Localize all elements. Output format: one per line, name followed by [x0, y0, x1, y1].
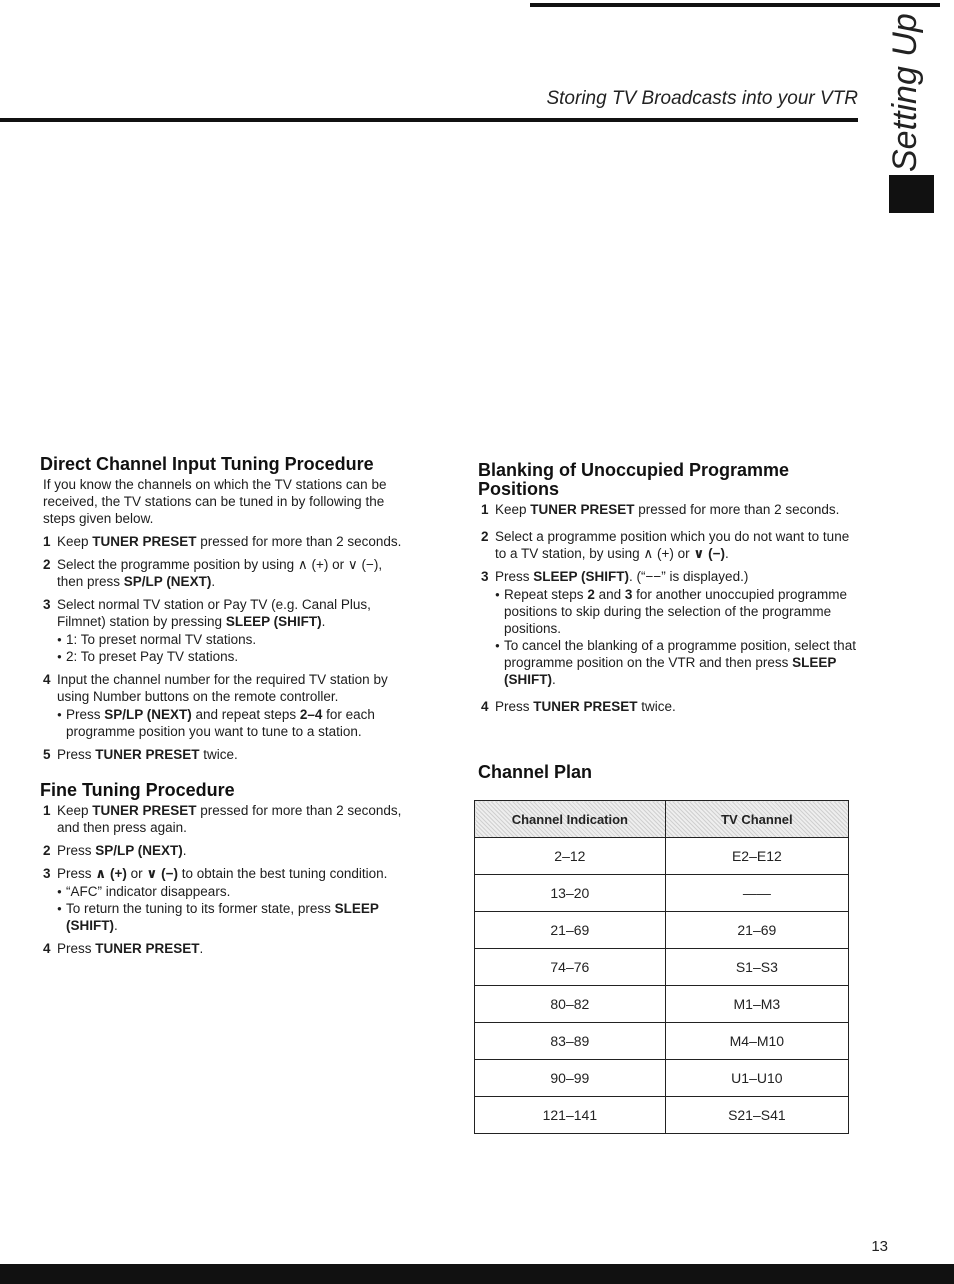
table-cell: S21–S41: [665, 1097, 848, 1134]
fine-step-3: 3 Press ∧ (+) or ∨ (−) to obtain the best tuning condition. ● “AFC” indicator disappears. ● To return the tuning to its former state, press SLEEP (SHIFT).: [40, 865, 410, 934]
blanking-heading: Blanking of Unoccupied Programme Positions: [478, 460, 790, 499]
direct-step-4-bullets: [57, 706, 410, 740]
direct-tuning-intro: If you know the channels on which the TV stations can be received, the TV stations can be tuned in by following the steps given below.: [43, 477, 387, 526]
right-column: [478, 461, 858, 715]
list-item: ● 1: To preset normal TV stations.: [57, 631, 410, 648]
left-column: [40, 455, 410, 957]
blanking-step-2: 2 Select a programme position which you do not want to tune to a TV station, by using ∧ (+) or ∨ (−).: [481, 529, 850, 561]
table-cell: 21–69: [475, 912, 666, 949]
blanking-step-4: 4 Press TUNER PRESET twice.: [481, 699, 676, 714]
column-header-channel-indication: Channel Indication: [475, 801, 666, 838]
direct-step-4: 4 Input the channel number for the required TV station by using Number buttons on the remote controller. ● Press SP/LP (NEXT) and repeat steps 2–4 for each programme position you want to tune to a station.: [40, 671, 410, 740]
table-header-row: [475, 801, 849, 838]
table-row: [475, 875, 849, 912]
table-row: [475, 912, 849, 949]
blanking-step-3: 3 Press SLEEP (SHIFT). (“−−” is displayed.) ● Repeat steps 2 and 3 for another unoccupied programme positions to skip during the selection of the programme positions. ● To cancel the blanking of a programme position, select that programme position on the VTR and then press SLEEP (SHIFT).: [478, 568, 858, 688]
page-number: 13: [871, 1238, 888, 1255]
direct-step-1: 1 Keep TUNER PRESET pressed for more than 2 seconds.: [43, 534, 402, 549]
blanking-step-3-bullets: [495, 586, 858, 688]
running-header: Storing TV Broadcasts into your VTR: [546, 88, 858, 109]
direct-tuning-heading: Direct Channel Input Tuning Procedure: [40, 454, 374, 474]
column-header-tv-channel: TV Channel: [665, 801, 848, 838]
list-item: ● Repeat steps 2 and 3 for another unoccupied programme positions to skip during the selection of the programme positions.: [495, 586, 858, 637]
table-cell: 83–89: [475, 1023, 666, 1060]
table-cell: E2–E12: [665, 838, 848, 875]
header-rule: [0, 118, 858, 122]
table-cell: U1–U10: [665, 1060, 848, 1097]
direct-step-3: 3 Select normal TV station or Pay TV (e.g. Canal Plus, Filmnet) station by pressing SLEEP (SHIFT). ● 1: To preset normal TV stations. ● 2: To preset Pay TV stations.: [40, 596, 410, 665]
table-cell: 90–99: [475, 1060, 666, 1097]
table-row: [475, 1060, 849, 1097]
list-item: ● “AFC” indicator disappears.: [57, 883, 410, 900]
section-tab: [868, 13, 948, 175]
top-rule: [530, 3, 940, 7]
table-cell: S1–S3: [665, 949, 848, 986]
direct-step-3-bullets: [57, 631, 410, 665]
table-cell: M4–M10: [665, 1023, 848, 1060]
channel-plan-table: [474, 800, 849, 1134]
table-cell: 21–69: [665, 912, 848, 949]
channel-plan-heading: Channel Plan: [478, 762, 593, 782]
fine-step-4: 4 Press TUNER PRESET.: [43, 941, 204, 956]
list-item: ● To cancel the blanking of a programme position, select that programme position on the VTR and then press SLEEP (SHIFT).: [495, 637, 858, 688]
list-item: ● 2: To preset Pay TV stations.: [57, 648, 410, 665]
direct-tuning-steps: [40, 533, 410, 763]
bottom-rule: [0, 1264, 954, 1284]
table-row: [475, 838, 849, 875]
table-cell: 80–82: [475, 986, 666, 1023]
table-cell: 2–12: [475, 838, 666, 875]
table-row: [475, 1097, 849, 1134]
table-row: [475, 1023, 849, 1060]
list-item: ● To return the tuning to its former state, press SLEEP (SHIFT).: [57, 900, 410, 934]
table-cell: ——: [665, 875, 848, 912]
section-tab-marker: [889, 175, 934, 213]
fine-step-2: 2 Press SP/LP (NEXT).: [43, 843, 187, 858]
table-row: [475, 949, 849, 986]
direct-step-2: 2 Select the programme position by using ∧ (+) or ∨ (−), then press SP/LP (NEXT).: [43, 557, 383, 589]
table-row: [475, 986, 849, 1023]
fine-tuning-steps: [40, 802, 410, 957]
section-tab-label: Setting Up: [886, 13, 924, 172]
direct-step-5: 5 Press TUNER PRESET twice.: [43, 747, 238, 762]
list-item: ● Press SP/LP (NEXT) and repeat steps 2–4 for each programme position you want to tune to a station.: [57, 706, 410, 740]
fine-step-1: 1 Keep TUNER PRESET pressed for more than 2 seconds, and then press again.: [43, 803, 402, 835]
table-cell: 121–141: [475, 1097, 666, 1134]
table-cell: 13–20: [475, 875, 666, 912]
blanking-steps: [478, 501, 858, 715]
table-cell: 74–76: [475, 949, 666, 986]
fine-tuning-heading: Fine Tuning Procedure: [40, 780, 235, 800]
fine-step-3-bullets: [57, 883, 410, 934]
table-cell: M1–M3: [665, 986, 848, 1023]
blanking-step-1: 1 Keep TUNER PRESET pressed for more than 2 seconds.: [481, 502, 840, 517]
